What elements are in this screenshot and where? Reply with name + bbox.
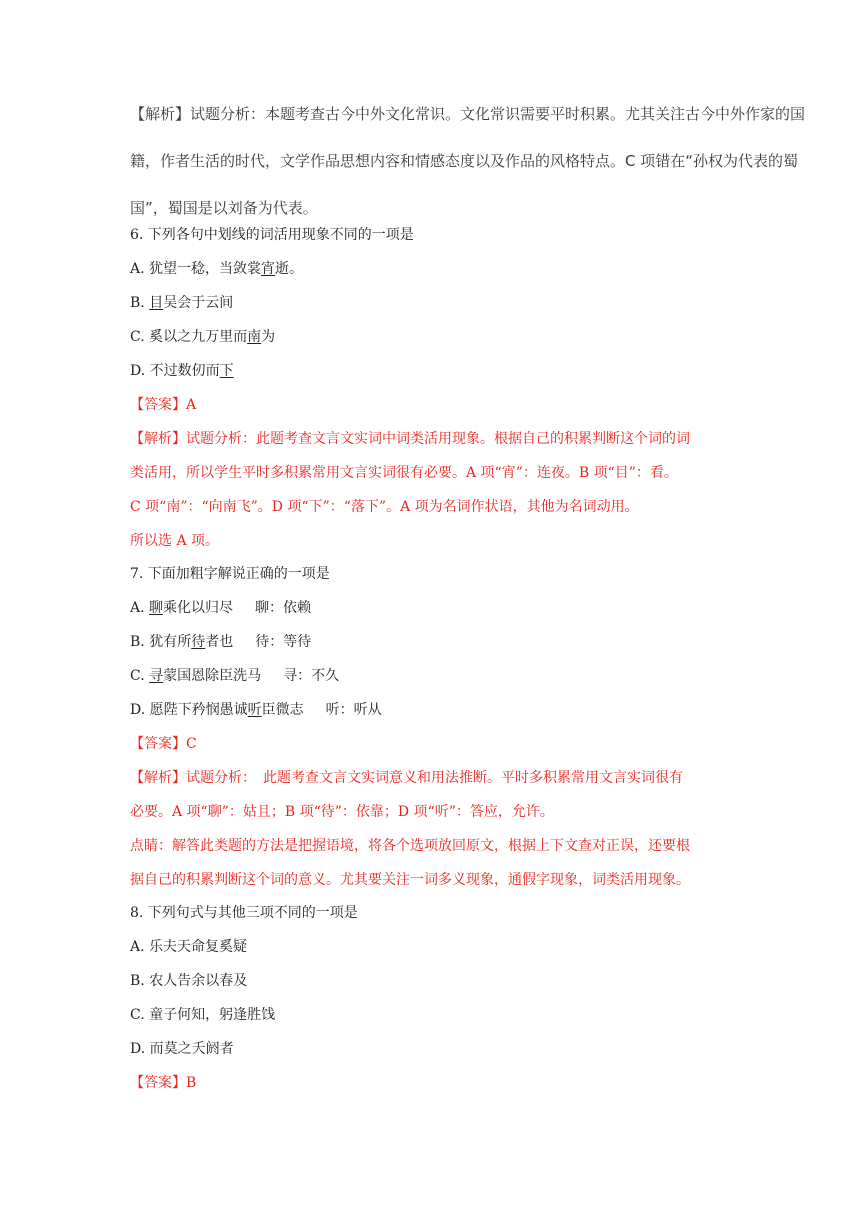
q7-a-note: 聊：依赖 [255, 600, 312, 616]
q6-option-c [130, 327, 275, 347]
q6-option-b [130, 293, 233, 313]
q7-d-text: D. 愿陛下矜悯愚诚 [130, 702, 248, 718]
q6-stem: 6. 下列各句中划线的词活用现象不同的一项是 [130, 227, 414, 243]
q8-option-a: A. 乐夫天命复奚疑 [130, 939, 248, 955]
q6-option-a [130, 259, 303, 279]
q8-option-d: D. 而莫之夭阏者 [130, 1041, 234, 1057]
q7-d-note: 听：听从 [325, 702, 382, 718]
q6-analysis-1: 【解析】试题分析：此题考查文言文实词中词类活用现象。根据自己的积累判断这个词的词 [130, 431, 690, 447]
q6-b-underlined: 目 [149, 295, 164, 311]
scan-line-1: 【解析】试题分析：本题考查古今中外文化常识。文化常识需要平时积累。尤其关注古今中外作家的国 [130, 105, 806, 123]
q8-stem: 8. 下列句式与其他三项不同的一项是 [130, 905, 358, 921]
q7-option-a [130, 598, 311, 618]
q6-analysis-2: 类活用，所以学生平时多积累常用文言实词很有必要。A 项“宵”：连夜。B 项“目”：看。 [130, 465, 678, 481]
q7-b-note: 待：等待 [255, 634, 312, 650]
q7-c-note: 寻：不久 [283, 668, 340, 684]
q6-d-underlined: 下 [219, 363, 234, 379]
q6-a-text: A. 犹望一稔，当敛裳 [130, 261, 262, 277]
q6-c-text-end: 为 [261, 329, 276, 345]
q7-d-underlined: 听 [247, 702, 262, 718]
q7-a-underlined: 聊 [149, 600, 164, 616]
q7-a-label: A. [130, 600, 150, 616]
q7-c-underlined: 寻 [149, 668, 164, 684]
q8-option-c: C. 童子何知，躬逢胜饯 [130, 1007, 276, 1023]
q7-d-text-end: 臣微志 [261, 702, 304, 718]
q7-stem: 7. 下面加粗字解说正确的一项是 [130, 566, 330, 582]
q6-b-label: B. [130, 295, 150, 311]
q7-tip-1: 点睛：解答此类题的方法是把握语境，将各个选项放回原文，根据上下文查对正误，还要根 [130, 838, 690, 854]
q7-answer: 【答案】C [130, 736, 197, 752]
q8-answer: 【答案】B [130, 1075, 197, 1091]
q7-analysis-2: 必要。A 项“聊”：姑且；B 项“待”：依靠；D 项“听”：答应，允许。 [130, 804, 554, 820]
q7-option-b [130, 632, 311, 652]
q7-tip-2: 据自己的积累判断这个词的意义。尤其要关注一词多义现象，通假字现象，词类活用现象。 [130, 872, 690, 888]
q6-option-d [130, 361, 234, 381]
q6-a-underlined: 宵 [261, 261, 276, 277]
q7-option-c [130, 666, 339, 686]
q7-b-text-end: 者也 [205, 634, 234, 650]
q7-a-text: 乘化以归尽 [163, 600, 234, 616]
scan-line-2: 籍，作者生活的时代，文学作品思想内容和情感态度以及作品的风格特点。C 项错在“孙权为代表的蜀 [130, 152, 799, 170]
scan-line-3: 国”，蜀国是以刘备为代表。 [130, 199, 318, 217]
q6-b-text: 吴会于云间 [163, 295, 234, 311]
q6-d-text: D. 不过数仞而 [130, 363, 220, 379]
q6-a-text-end: 逝。 [275, 261, 304, 277]
q7-b-text: B. 犹有所 [130, 634, 192, 650]
q6-c-text: C. 奚以之九万里而 [130, 329, 248, 345]
q6-analysis-4: 所以选 A 项。 [130, 533, 220, 549]
q7-analysis-1: 【解析】试题分析： 此题考查文言文实词意义和用法推断。平时多积累常用文言实词很有 [130, 770, 683, 786]
q7-c-text: 蒙国恩除臣洗马 [163, 668, 262, 684]
q8-option-b: B. 农人告余以春及 [130, 973, 248, 989]
q6-analysis-3: C 项“南”：“向南飞”。D 项“下”：“落下”。A 项为名词作状语，其他为名词动用。 [130, 499, 639, 515]
q6-c-underlined: 南 [247, 329, 262, 345]
q6-answer: 【答案】A [130, 397, 197, 413]
q7-option-d [130, 700, 382, 720]
q7-c-label: C. [130, 668, 150, 684]
q7-b-underlined: 待 [191, 634, 206, 650]
